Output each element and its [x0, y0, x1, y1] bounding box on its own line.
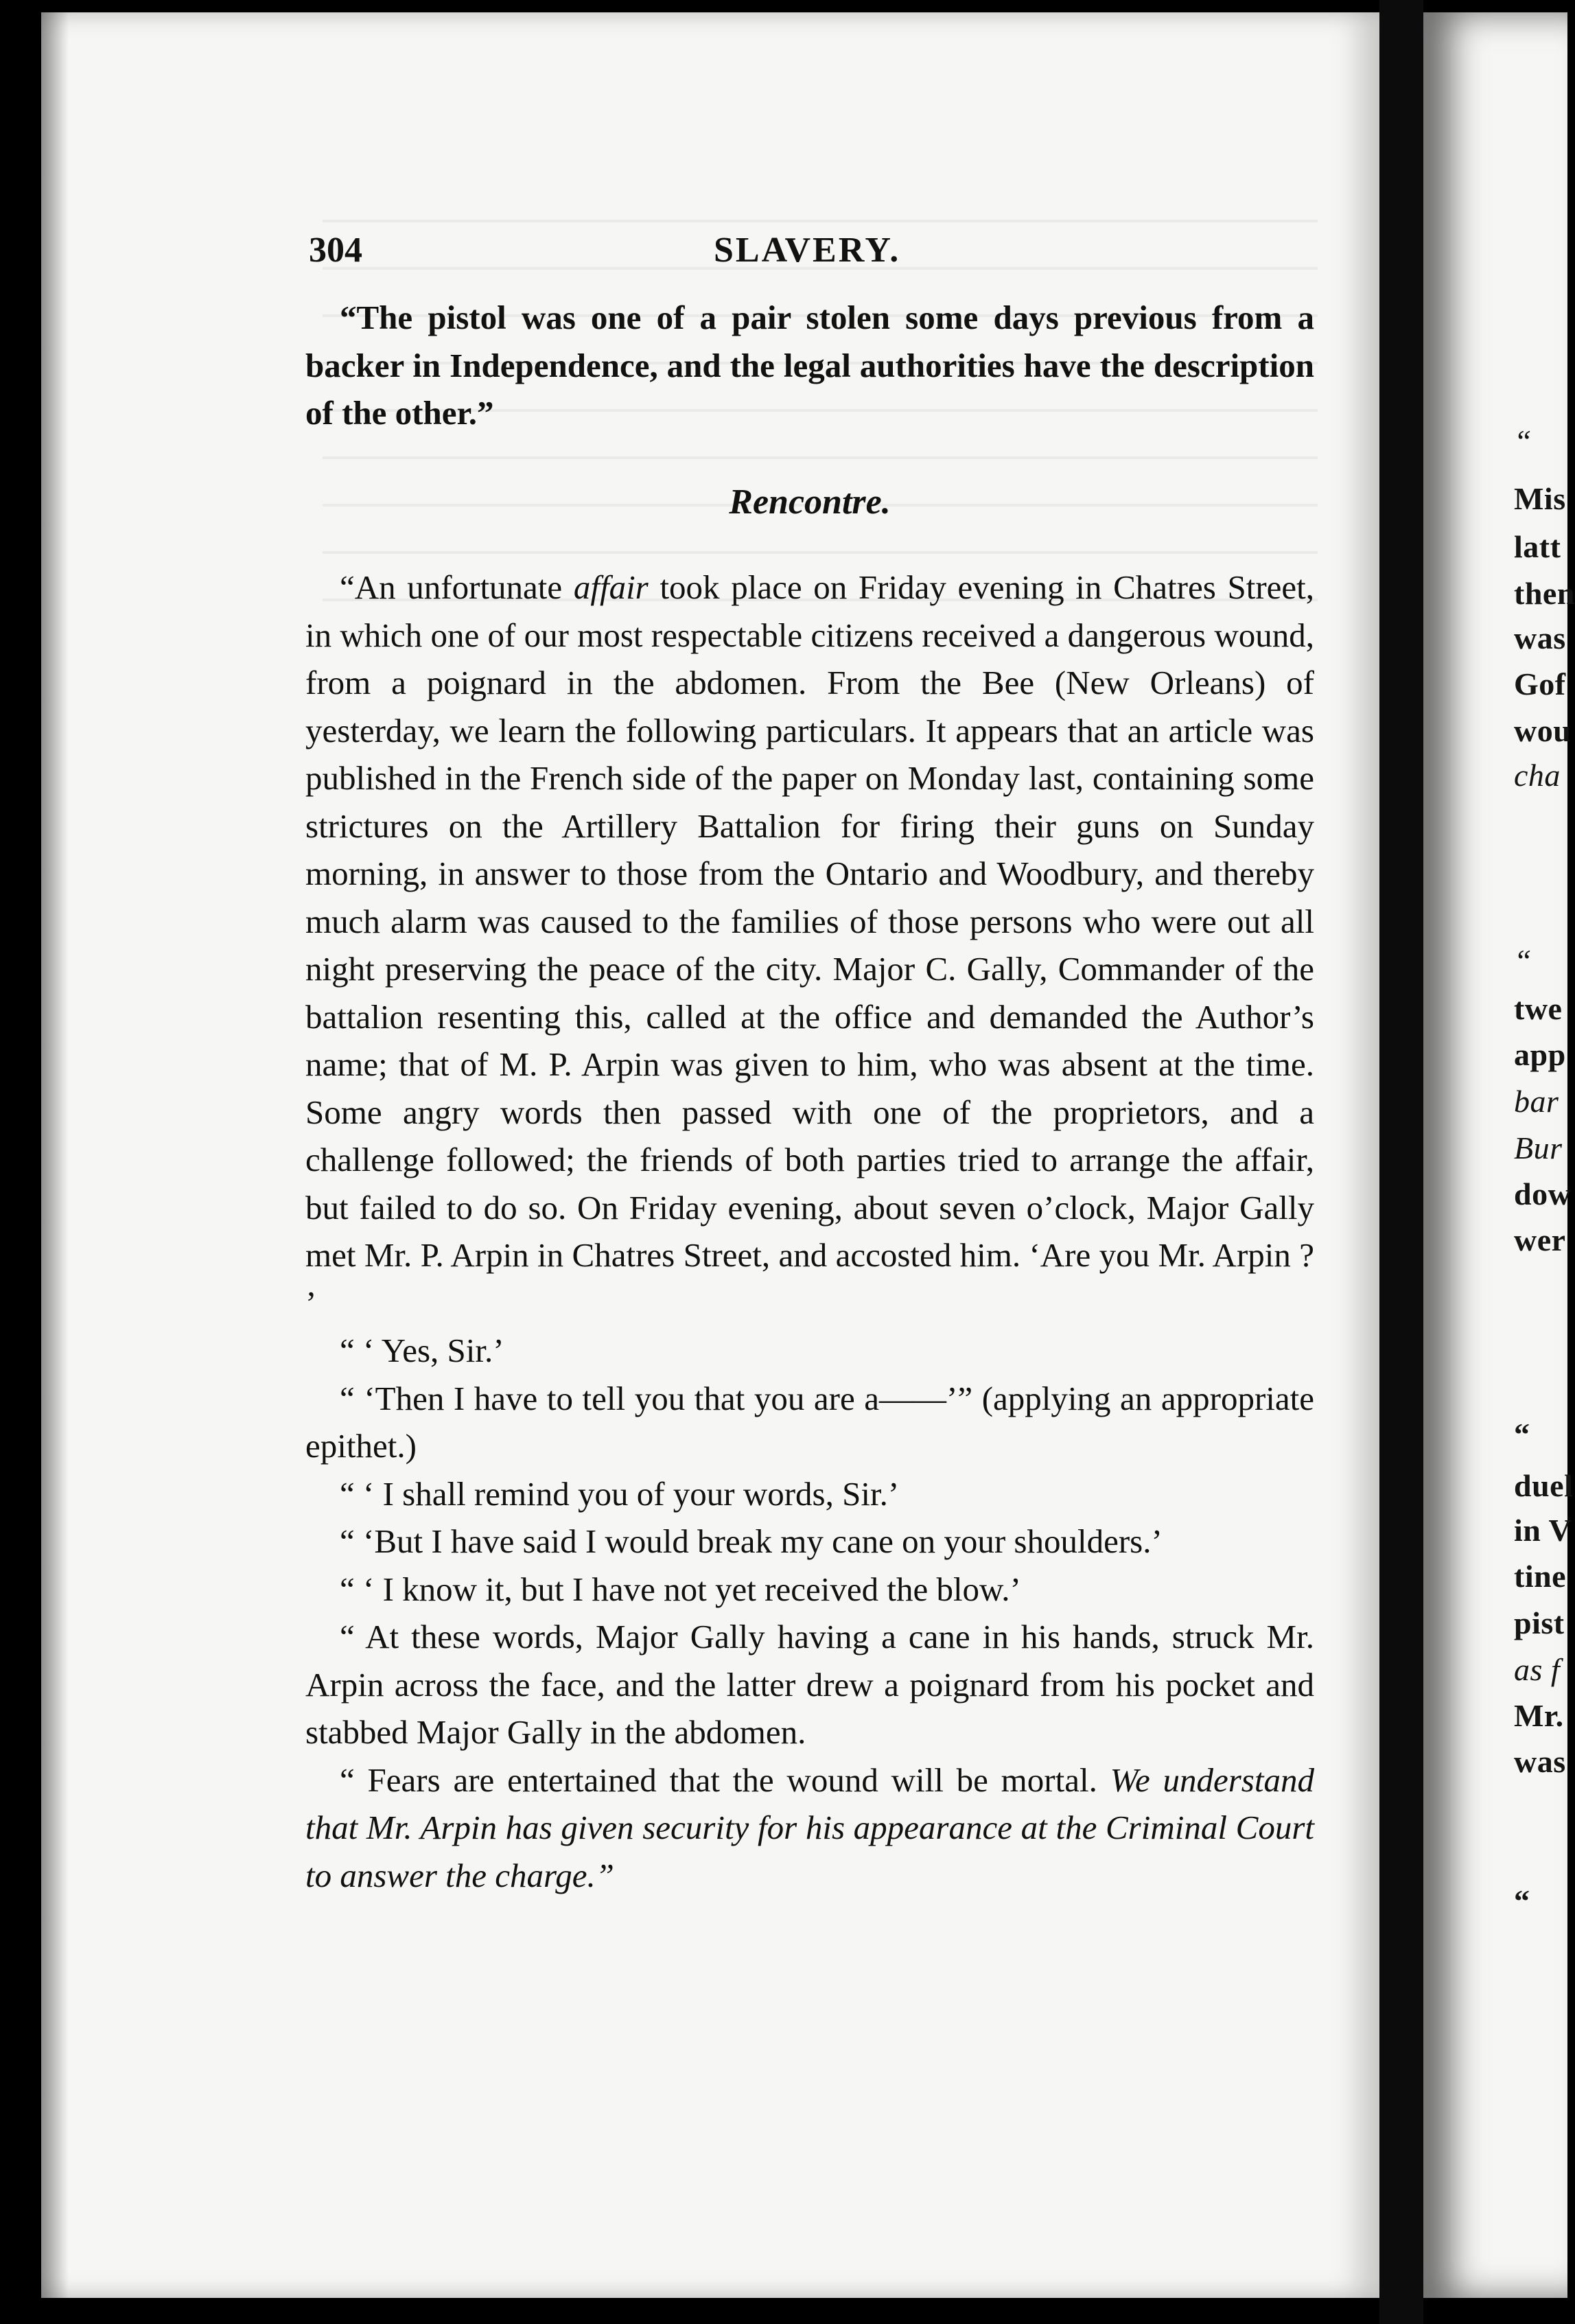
- dialogue-line: “ ‘ I shall remind you of your words, Sir.’: [340, 1474, 900, 1513]
- paragraph: [305, 563, 1314, 1327]
- paragraph: “The pistol was one of a pair stolen some days previous from a backer in Independence, and the legal authorities have the description of the other.”: [305, 299, 1314, 432]
- italic-text: We understand that Mr. Arpin has given security for his appearance at the Criminal Court to answer the charge.”: [305, 1761, 1314, 1894]
- right-fragment: pist: [1514, 1605, 1565, 1640]
- right-page: [1423, 12, 1575, 2298]
- paragraph-text: “An unfortunate: [340, 568, 574, 606]
- right-fragment: as f: [1514, 1652, 1561, 1687]
- right-fragment: wer: [1514, 1222, 1566, 1257]
- right-fragment: duel: [1514, 1468, 1574, 1503]
- book-gutter: [1379, 0, 1423, 2324]
- right-fragment: in V: [1514, 1513, 1572, 1548]
- right-fragment: “: [1514, 1883, 1530, 1918]
- page-edge-shadow: [41, 12, 69, 2298]
- right-fragment: cha: [1514, 758, 1561, 793]
- paragraph-text: took place on Friday evening in Chatres Street, in which one of our most respectable citizens received a dangerous wound, from a poignard in the abdomen. From the Bee (New Orleans) of yesterday, we learn the following particulars. It appears that an article was published in the French side of the paper on Monday last, containing some strictures on the Artillery Battalion for firing their guns on Sunday morning, in answer to those from the Ontario and Woodbury, and thereby much alarm was caused to the families of those persons who were out all night preserving the peace of the city. Major C. Gally, Commander of the battalion resenting this, called at the office and demanded the Author’s name; that of M. P. Arpin was given to him, who was absent at the time. Some angry words then passed with one of the proprietors, and a challenge followed; the friends of both parties tried to arrange the affair, but failed to do so. On Friday evening, about seven o’clock, Major Gally met Mr. P. Arpin in Chatres Street, and accosted him. ‘Are you Mr. Arpin ? ’: [305, 568, 1314, 1322]
- right-fragment: tine: [1514, 1559, 1567, 1594]
- right-fragment: Bur: [1514, 1130, 1563, 1165]
- paragraph: [305, 1756, 1314, 1900]
- right-fragment: then: [1514, 576, 1575, 611]
- body-text: [305, 294, 1314, 1899]
- dialogue-line: “ ‘ Yes, Sir.’: [340, 1332, 504, 1369]
- right-fragment: twe: [1514, 991, 1563, 1026]
- running-title: SLAVERY.: [714, 231, 901, 270]
- paragraph-text: “ Fears are entertained that the wound will be mortal.: [340, 1761, 1110, 1799]
- running-head: [309, 230, 1325, 278]
- page-number: 304: [309, 231, 362, 270]
- right-fragment: app: [1514, 1037, 1566, 1072]
- right-fragment: “: [1514, 423, 1532, 458]
- right-fragment: Mis: [1514, 481, 1566, 516]
- right-fragment: “: [1514, 1417, 1530, 1452]
- dialogue-line: “ ‘ I know it, but I have not yet received the blow.’: [340, 1570, 1021, 1608]
- right-fragment: bar: [1514, 1084, 1559, 1119]
- right-fragment: wou: [1514, 713, 1572, 748]
- right-fragment: was: [1514, 1744, 1566, 1779]
- dialogue-line: “ ‘But I have said I would break my cane on your shoulders.’: [340, 1522, 1163, 1560]
- right-fragment: Mr.: [1514, 1698, 1564, 1733]
- emphasis-text: affair: [573, 568, 649, 606]
- dialogue-line: “ ‘Then I have to tell you that you are a——’” (applying an appropriate epithet.): [305, 1379, 1314, 1465]
- right-fragment: Gof: [1514, 666, 1566, 701]
- section-title: Rencontre.: [729, 482, 891, 522]
- right-fragment: “: [1514, 943, 1532, 978]
- right-fragment: latt: [1514, 529, 1561, 564]
- paragraph: “ At these words, Major Gally having a cane in his hands, struck Mr. Arpin across the face, and the latter drew a poignard from his pocket and stabbed Major Gally in the abdomen.: [305, 1618, 1314, 1751]
- right-fragment: was: [1514, 620, 1566, 655]
- right-fragment: dow: [1514, 1176, 1572, 1211]
